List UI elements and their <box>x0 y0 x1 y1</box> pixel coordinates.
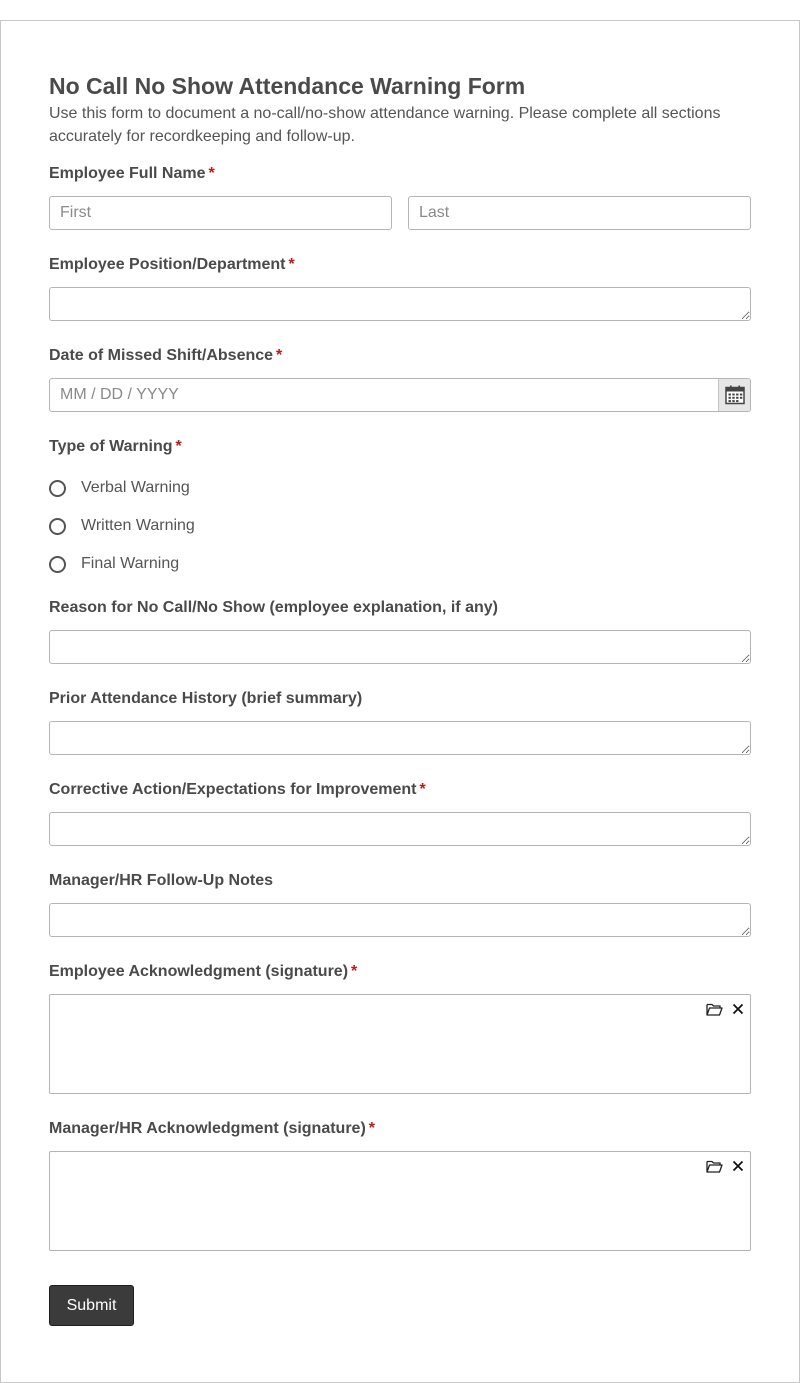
prior-history-label-text: Prior Attendance History (brief summary) <box>49 690 363 707</box>
radio-label: Written Warning <box>81 517 195 534</box>
submit-button[interactable]: Submit <box>49 1285 134 1326</box>
position-input[interactable] <box>49 287 751 321</box>
employee-name-label <box>49 165 215 183</box>
corrective-action-label <box>49 781 426 799</box>
prior-history-label <box>49 690 362 708</box>
clear-signature-button[interactable] <box>729 1001 747 1017</box>
calendar-icon <box>725 385 745 405</box>
warning-type-label-text: Type of Warning <box>49 438 173 455</box>
date-label <box>49 347 282 365</box>
radio-circle-icon[interactable] <box>49 556 66 573</box>
radio-circle-icon[interactable] <box>49 480 66 497</box>
followup-notes-label <box>49 872 273 890</box>
required-marker: * <box>368 1120 376 1137</box>
form-title: No Call No Show Attendance Warning Form <box>49 73 526 99</box>
employee-signature-label <box>49 963 357 981</box>
upload-signature-button[interactable] <box>705 1158 723 1174</box>
clear-signature-button[interactable] <box>729 1158 747 1174</box>
reason-input[interactable] <box>49 630 751 664</box>
radio-label: Verbal Warning <box>81 479 190 496</box>
manager-signature-label <box>49 1120 375 1138</box>
reason-label-text: Reason for No Call/No Show (employee explanation, if any) <box>49 599 498 616</box>
employee-signature-label-text: Employee Acknowledgment (signature) <box>49 963 349 980</box>
radio-label: Final Warning <box>81 555 180 572</box>
folder-open-icon <box>706 1160 723 1173</box>
date-field <box>49 378 751 412</box>
required-marker: * <box>175 438 182 455</box>
manager-signature-label-text: Manager/HR Acknowledgment (signature) <box>49 1120 366 1137</box>
calendar-button[interactable] <box>718 379 750 411</box>
form-description: Use this form to document a no-call/no-show attendance warning. Please complete all sections accurately for recordkeeping and follow-up. <box>49 105 721 145</box>
corrective-action-label-text: Corrective Action/Expectations for Improvement <box>49 781 417 798</box>
warning-type-label <box>49 438 182 456</box>
required-marker: * <box>208 165 215 182</box>
date-label-text: Date of Missed Shift/Absence <box>49 347 274 364</box>
employee-signature-pad[interactable] <box>49 994 751 1094</box>
followup-notes-input[interactable] <box>49 903 751 937</box>
required-marker: * <box>351 963 358 980</box>
date-input[interactable] <box>49 378 751 412</box>
required-marker: * <box>276 347 283 364</box>
form-container <box>0 20 800 1383</box>
prior-history-input[interactable] <box>49 721 751 755</box>
radio-verbal-warning[interactable] <box>49 477 190 499</box>
folder-open-icon <box>706 1003 723 1016</box>
corrective-action-input[interactable] <box>49 812 751 846</box>
manager-signature-pad[interactable] <box>49 1151 751 1251</box>
radio-circle-icon[interactable] <box>49 518 66 535</box>
first-name-input[interactable] <box>49 196 392 230</box>
radio-final-warning[interactable] <box>49 553 179 575</box>
employee-name-label-text: Employee Full Name <box>49 165 206 182</box>
required-marker: * <box>288 256 295 273</box>
position-label-text: Employee Position/Department <box>49 256 286 273</box>
reason-label <box>49 599 498 617</box>
radio-written-warning[interactable] <box>49 515 195 537</box>
followup-notes-label-text: Manager/HR Follow-Up Notes <box>49 872 274 889</box>
last-name-input[interactable] <box>408 196 751 230</box>
close-icon <box>732 1003 744 1015</box>
required-marker: * <box>419 781 426 798</box>
upload-signature-button[interactable] <box>705 1001 723 1017</box>
close-icon <box>732 1160 744 1172</box>
position-label <box>49 256 295 274</box>
